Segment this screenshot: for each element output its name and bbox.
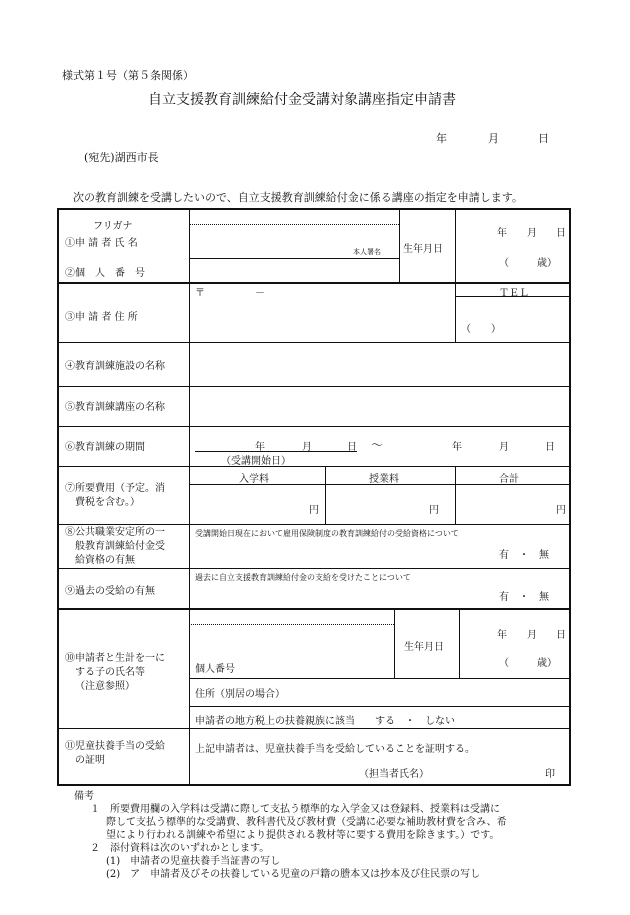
- date-day: 日: [538, 132, 549, 145]
- child-birthdate-label: 生年月日: [404, 642, 444, 653]
- form-number: 様式第１号（第５条関係）: [62, 69, 194, 82]
- birth-day: 日: [556, 228, 566, 239]
- allowance-seal: 印: [545, 769, 555, 780]
- individual-number-label: ②個 人 番 号: [65, 268, 145, 279]
- signature-note: 本人署名: [353, 248, 381, 256]
- note-item1-line1: １ 所要費用欄の入学料は受講に際して支払う標準的な入学金又は登録料、授業料は受講に: [90, 804, 500, 815]
- yen-admission: 円: [309, 505, 319, 516]
- application-form-table: [57, 208, 571, 786]
- past-receipt-note: 過去に自立支援教育訓練給付金の支給を受けたことについて: [195, 573, 411, 582]
- past-receipt-label: ⑨過去の受給の有無: [65, 586, 155, 597]
- eligibility-label: ⑧公共職業安定所の一 般教育訓練給付金受 給資格の有無: [65, 527, 165, 566]
- note-item2-sub2: (2) ア 申請者及びその扶養している児童の戸籍の謄本又は抄本及び住民票の写し: [106, 869, 481, 880]
- yen-tuition: 円: [429, 505, 439, 516]
- age-unit: 歳）: [537, 258, 557, 269]
- allowance-officer: （担当者氏名）: [359, 769, 429, 780]
- child-dependent-status[interactable]: 申請者の地方税上の扶養親族に該当 する ・ しない: [195, 716, 455, 727]
- period-end-year: 年: [452, 442, 462, 453]
- notes-heading: 備考: [74, 791, 94, 802]
- date-year: 年: [436, 132, 447, 145]
- applicant-name-label: ①申 請 者 氏 名: [65, 238, 138, 249]
- col-total: 合計: [499, 474, 519, 485]
- eligibility-note: 受講開始日現在において雇用保険制度の教育訓練給付の受給資格について: [195, 529, 459, 538]
- child-age-open: （: [499, 658, 509, 669]
- note-item2: ２ 添付資料は次のいずれかとします。: [90, 843, 270, 854]
- allowance-label: ⑪児童扶養手当の受給 の証明: [65, 741, 165, 766]
- postal-dash: －: [255, 288, 265, 299]
- addressee: (宛先)湖西市長: [84, 151, 159, 164]
- tel-close: ）: [491, 324, 501, 335]
- facility-label: ④教育訓練施設の名称: [65, 361, 165, 372]
- note-item2-sub1: (1) 申請者の児童扶養手当証書の写し: [106, 856, 281, 867]
- course-label: ⑤教育訓練講座の名称: [65, 402, 165, 413]
- child-individual-number: 個人番号: [195, 664, 235, 675]
- intro-text: 次の教育訓練を受講したいので、自立支援教育訓練給付金に係る講座の指定を申請します。: [73, 191, 523, 204]
- period-start-year: 年: [255, 442, 265, 453]
- birthdate-label: 生年月日: [403, 244, 443, 255]
- note-item1-line2: 際して支払う標準的な受講費、教科書代及び教材費（受講に必要な補助教材費を含み、希: [106, 817, 507, 828]
- period-start-month: 月: [302, 442, 312, 453]
- allowance-statement: 上記申請者は、児童扶養手当を受給していることを証明する。: [195, 744, 475, 755]
- cost-label: ⑦所要費用（予定。消 費税を含む。）: [65, 483, 165, 508]
- child-birth-day: 日: [556, 630, 566, 641]
- col-admission: 入学料: [239, 474, 269, 485]
- child-age-unit: 歳）: [537, 658, 557, 669]
- age-open: （: [499, 258, 509, 269]
- child-birth-month: 月: [527, 630, 537, 641]
- yen-total: 円: [556, 505, 566, 516]
- document-title: 自立支援教育訓練給付金受講対象講座指定申請書: [148, 92, 456, 108]
- period-start-note: （受講開始日）: [221, 456, 291, 467]
- child-birth-year: 年: [497, 630, 507, 641]
- tel-open: （: [461, 324, 471, 335]
- address-label: ③申 請 者 住 所: [65, 312, 138, 323]
- child-label: ⑩申請者と生計を一に する子の氏名等 （注意参照）: [65, 653, 165, 692]
- period-end-month: 月: [499, 442, 509, 453]
- eligibility-choice[interactable]: 有 ・ 無: [499, 550, 549, 561]
- past-receipt-choice[interactable]: 有 ・ 無: [499, 592, 549, 603]
- birth-year: 年: [497, 228, 507, 239]
- period-end-day: 日: [545, 442, 555, 453]
- period-start-day: 日: [347, 442, 357, 453]
- date-month: 月: [488, 132, 499, 145]
- note-item1-line3: 望により行われる訓練や希望により提供される教材等に要する費用を除きます。）です。: [106, 830, 500, 841]
- birth-month: 月: [527, 228, 537, 239]
- child-address: 住所（別居の場合）: [195, 689, 285, 700]
- postal-mark: 〒: [195, 288, 205, 299]
- period-tilde: ～: [371, 438, 384, 452]
- furigana-label: フリガナ: [93, 221, 133, 232]
- period-label: ⑥教育訓練の期間: [65, 442, 145, 453]
- col-tuition: 授業料: [369, 474, 399, 485]
- tel-label: ＴＥＬ: [499, 288, 529, 299]
